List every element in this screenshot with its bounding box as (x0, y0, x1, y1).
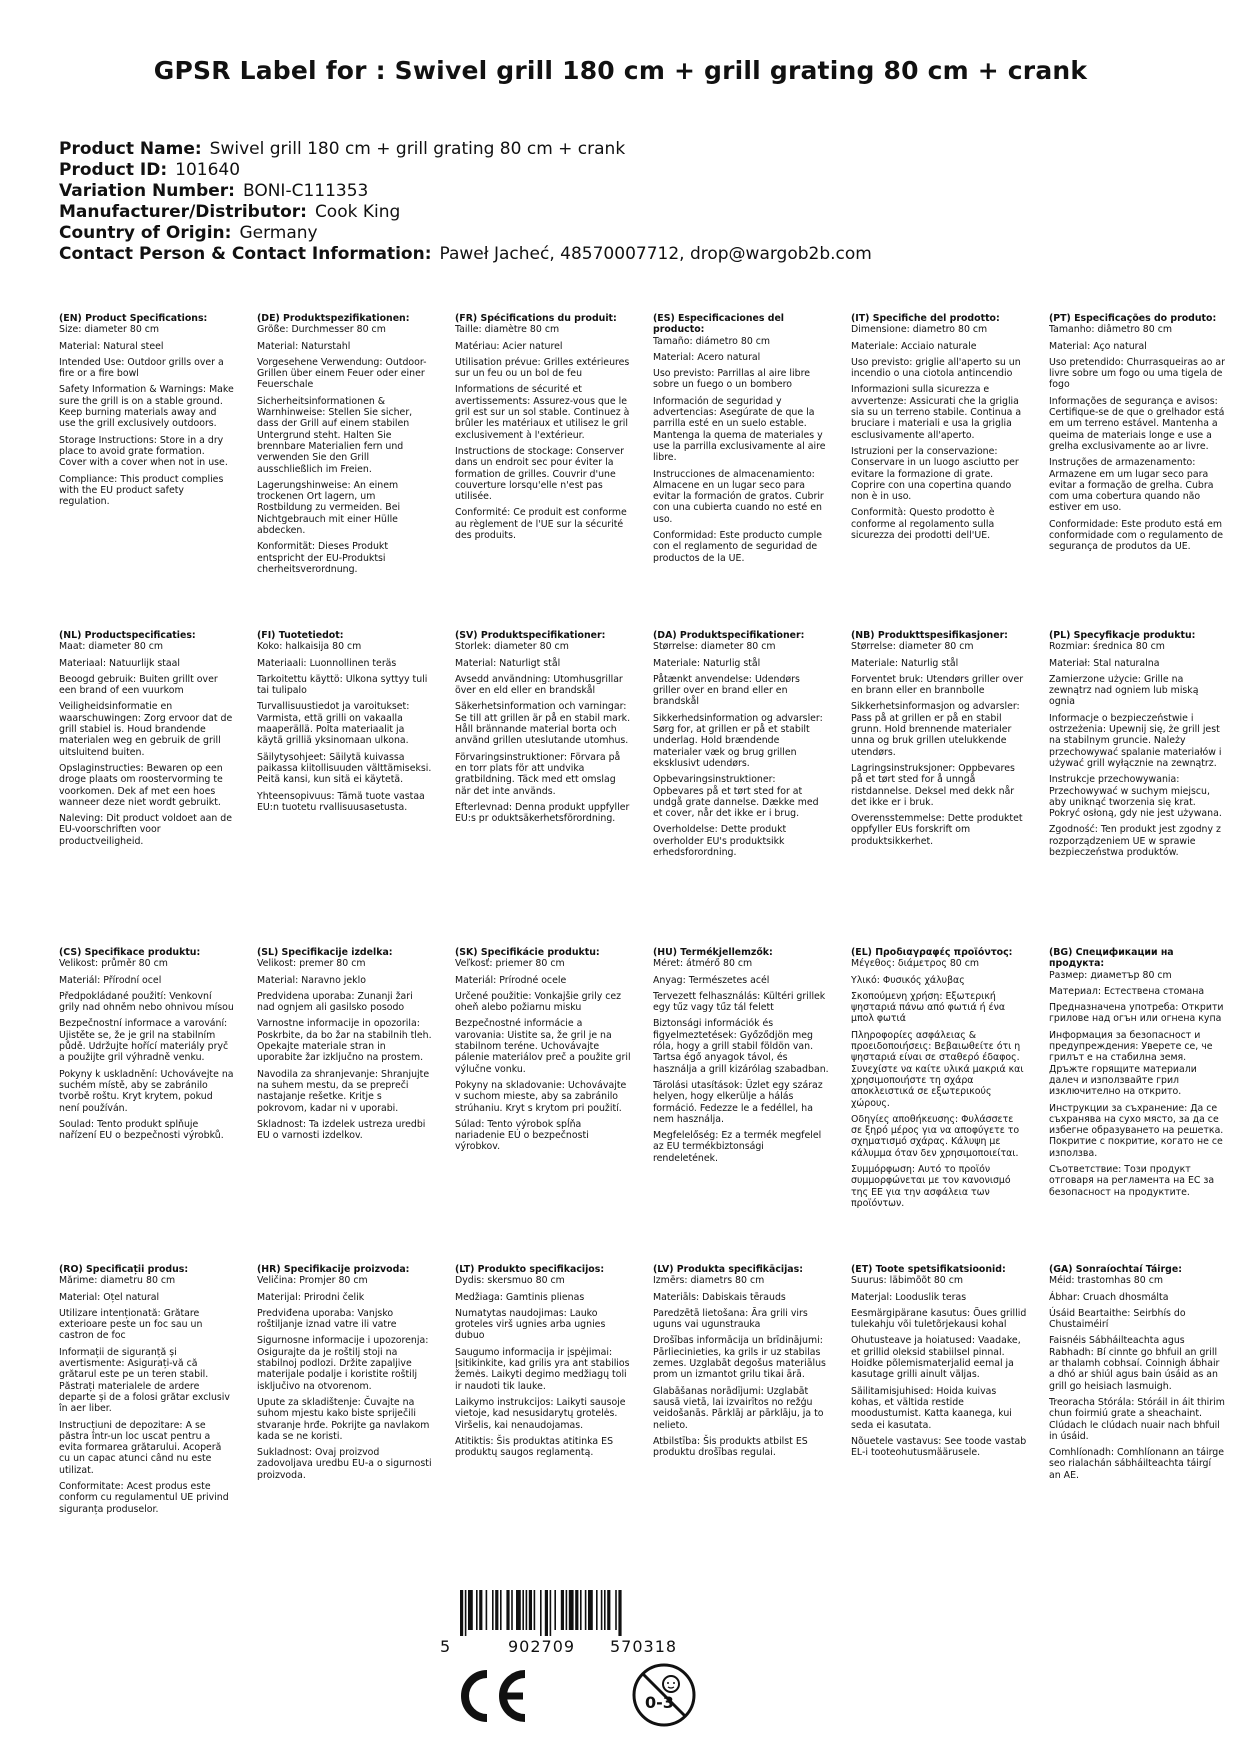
page-title: GPSR Label for : Swivel grill 180 cm + grill grating 80 cm + crank (153, 56, 1088, 85)
spec-card-paragraph: Informazioni sulla sicurezza e avvertenze: Assicurati che la griglia sia su un terreno stabile. Continua a bruciare i materiali e usa la griglia esclusivamente all'aperto. (851, 384, 1022, 441)
barcode-bar (534, 1590, 536, 1630)
info-label: Contact Person & Contact Information: (59, 244, 432, 264)
spec-card-paragraph: Bezpečnostné informácie a varovania: Uistite sa, že gril je na stabilnom teréne. Uchovávajte pálenie materiálov preč a použite gril výlučne vonku. (455, 1018, 631, 1075)
info-label: Product Name: (59, 139, 202, 159)
spec-card-paragraph: Información de seguridad y advertencias: Asegúrate de que la parrilla esté en un suelo estable. Mantenga la quema de materiales y use la parrilla exclusivamente al aire libre. (653, 395, 826, 464)
spec-card-paragraph: Tárolási utasítások: Üzlet egy száraz helyen, hogy elkerülje a hálás formáció. Fedezze le a fedéllel, ha nem használja. (653, 1079, 823, 1125)
spec-card-paragraph: Tervezett felhasználás: Kültéri grillek egy tűz vagy tűz tál felett (653, 990, 826, 1014)
spec-card-paragraph: Méret: átmérő 80 cm (653, 958, 753, 970)
spec-card-paragraph: Istruzioni per la conservazione: Conservare in un luogo asciutto per evitare la formazione di grate. Coprire con una copertina quando non è in uso. (851, 445, 1019, 503)
spec-card-paragraph: Conformitate: Acest produs este conform cu regulamentul UE privind siguranța produselor. (59, 1481, 229, 1515)
spec-card (455, 313, 653, 630)
spec-card (851, 1264, 1049, 1581)
spec-card-paragraph: Säilytysohjeet: Säilytä kuivassa paikassa kiitollisuuden välttämiseksi. Peitä kansi, kun sitä ei käytetä. (257, 751, 432, 786)
spec-card-paragraph: Förvaringsinstruktioner: Förvara på en torr plats för att undvika gratbildning. Täck med ett omslag när det inte används. (455, 751, 621, 797)
info-label: Variation Number: (59, 181, 235, 201)
barcode-bar (607, 1590, 610, 1630)
barcode-bar (495, 1590, 498, 1630)
spec-card-paragraph: Sikkerhetsinformasjon og advarsler: Pass på at grillen er på en stabil grunn. Hold brennende materialer unna og bruk grillen utelukkende utendørs. (851, 701, 1020, 758)
spec-card-paragraph: Ohutusteave ja hoiatused: Vaadake, et grillid oleksid stabiilsel pinnal. Hoidke põlemismaterjalid eemal ja kasutage grilli ainult väljas. (851, 1335, 1021, 1381)
spec-card-paragraph: Pokyny na skladovanie: Uchovávajte v suchom mieste, aby sa zabránilo strúhaniu. Kryt s krytom pri použití. (455, 1079, 627, 1114)
spec-card-paragraph: Nõuetele vastavus: See toode vastab EL-i tooteohutusmäärusele. (851, 1435, 1027, 1459)
info-value: Swivel grill 180 cm + grill grating 80 cm + crank (209, 139, 626, 159)
spec-card (59, 313, 257, 630)
spec-card-paragraph: Materiale: Naturlig stål (851, 657, 959, 669)
spec-card (257, 1264, 455, 1581)
spec-card-heading: (SV) Produktspecifikationer: (455, 630, 606, 641)
spec-card-paragraph: Instrucciones de almacenamiento: Almacene en un lugar seco para evitar la formación de gratos. Cubrir con una cubierta cuando no esté en uso. (653, 468, 824, 525)
spec-card-paragraph: Atitiktis: Šis produktas atitinka ES produktų saugos reglamentą. (455, 1435, 614, 1459)
spec-card-paragraph: Sicherheitsinformationen & Warnhinweise: Stellen Sie sicher, dass der Grill auf einem stabilen Untergrund steht. Halten Sie brennbare Materialien fern und verwenden Sie den Grill ausschließlich im Freien. (257, 395, 413, 475)
info-label: Product ID: (59, 160, 168, 180)
barcode-bar (569, 1590, 574, 1630)
spec-card-paragraph: Paredzētā lietošana: Āra grili virs uguns vai ugunstrauka (653, 1307, 808, 1331)
spec-card-paragraph: Predviđena uporaba: Vanjsko roštiljanje iznad vatre ili vatre (257, 1307, 397, 1331)
spec-card-paragraph: Safety Information & Warnings: Make sure the grill is on a stable ground. Keep burning materials away and use the grill exclusively outdoors. (59, 384, 234, 430)
spec-card-paragraph: Tamanho: diâmetro 80 cm (1049, 324, 1172, 336)
info-row (59, 244, 872, 265)
barcode-bar (465, 1590, 467, 1636)
spec-card-heading: (EN) Product Specifications: (59, 313, 208, 324)
spec-card (59, 1264, 257, 1581)
spec-card-paragraph: Инструкции за съхранение: Да се съхранява на сухо място, за да се избегне образуването на решетка. Покритие с покритие, когато не се използва. (1049, 1102, 1224, 1159)
barcode-bar (460, 1590, 463, 1636)
spec-card-paragraph: Soulad: Tento produkt splňuje nařízení EU o bezpečnosti výrobků. (59, 1118, 224, 1142)
spec-card-paragraph: Storlek: diameter 80 cm (455, 641, 569, 653)
spec-card (257, 630, 455, 947)
spec-card-paragraph: Compliance: This product complies with the EU product safety regulation. (59, 473, 224, 508)
spec-card-paragraph: Materiał: Stal naturalna (1049, 657, 1160, 669)
spec-card-paragraph: Οδηγίες αποθήκευσης: Φυλάσσετε σε ξηρό μέρος για να αποφύγετε το σχηματισμό σχάρας. Κάλυψη με κάλυμμα όταν δεν χρησιμοποιείται. (851, 1113, 1020, 1159)
info-value: Paweł Jacheć, 48570007712, drop@wargob2b.com (439, 244, 872, 264)
spec-card-paragraph: Material: Natural steel (59, 340, 164, 352)
spec-card-paragraph: Предназначена употреба: Открити грилове над огън или огнена купа (1049, 1002, 1224, 1025)
info-row (59, 223, 872, 244)
spec-card-paragraph: Taille: diamètre 80 cm (455, 324, 560, 336)
spec-card-paragraph: Materiale: Acciaio naturale (851, 340, 977, 352)
barcode-bar (588, 1590, 593, 1630)
spec-card-paragraph: Størrelse: diameter 80 cm (653, 641, 776, 653)
spec-card (1049, 630, 1241, 947)
spec-card (1049, 947, 1241, 1264)
barcode-bar (526, 1590, 528, 1630)
spec-card-paragraph: Uso pretendido: Churrasqueiras ao ar livre sobre um fogo ou uma tigela de fogo (1049, 356, 1225, 391)
spec-card (455, 947, 653, 1264)
spec-card-paragraph: Materiale: Naturlig stål (653, 657, 761, 669)
spec-card-paragraph: Velikost: průměr 80 cm (59, 958, 168, 970)
spec-card-paragraph: Treoracha Stórála: Stóráil in áit thirim chun foirmiú grate a sheachaint. Clúdach le clúdach nuair nach bhfuil in úsáid. (1049, 1396, 1225, 1442)
spec-card-paragraph: Material: Acero natural (653, 351, 761, 363)
barcode-first-digit: 5 (440, 1637, 451, 1656)
barcode-bar (468, 1590, 473, 1630)
spec-card-paragraph: Úsáid Beartaithe: Seirbhís do Chustaiméirí (1049, 1307, 1186, 1331)
spec-card-paragraph: Conformité: Ce produit est conforme au règlement de l'UE sur la sécurité des produits. (455, 507, 627, 542)
barcode-bar (529, 1590, 532, 1630)
spec-card-heading: (FR) Spécifications du produit: (455, 313, 617, 324)
barcode-bar (486, 1590, 488, 1630)
spec-card-heading: (LT) Produkto specifikacijos: (455, 1264, 605, 1275)
spec-card-paragraph: Size: diameter 80 cm (59, 324, 160, 336)
barcode-bar (545, 1590, 548, 1636)
spec-card-paragraph: Predvidena uporaba: Zunanji žari nad ognjem ali gasilsko posodo (257, 990, 413, 1014)
spec-card-paragraph: Koko: halkaisija 80 cm (257, 641, 362, 653)
spec-card-paragraph: Material: Naravno jeklo (257, 974, 366, 986)
spec-card-paragraph: Sigurnosne informacije i upozorenja: Osigurajte da je roštilj stoji na stabilnoj podlozi. Držite zapaljive materijale podalje i koristite roštilj isključivo na otvorenom. (257, 1335, 429, 1392)
spec-card-paragraph: Σκοπούμενη χρήση: Εξωτερική ψησταριά πάνω από φωτιά ή ένα μπολ φωτιά (851, 990, 1006, 1025)
spec-card-paragraph: Varnostne informacije in opozorila: Poskrbite, da bo žar na stabilnih tleh. Opekajte materiale stran in uporabite žar izključno na prostem. (257, 1018, 432, 1064)
spec-card-paragraph: Vorgesehene Verwendung: Outdoor-Grillen über einem Feuer oder einer Feuerschale (257, 356, 427, 391)
barcode-bar (554, 1590, 556, 1630)
spec-card-paragraph: Material: Naturstahl (257, 340, 351, 352)
spec-card-paragraph: Material: Naturligt stål (455, 657, 561, 669)
age-range-label: 0-3 (645, 1693, 674, 1712)
spec-card-paragraph: Faisnéis Sábháilteachta agus Rabhadh: Bí cinnte go bhfuil an grill ar thalamh cobhsaí. Coinnigh ábhair a dhó ar shiúl agus bain úsáid as an grill go heisiach lasmuigh. (1049, 1335, 1220, 1392)
barcode-left-digits: 902709 (508, 1637, 576, 1656)
spec-card-paragraph: Overensstemmelse: Dette produktet oppfyller EUs forskrift om produktsikkerhet. (851, 813, 1023, 847)
barcode-bar (511, 1590, 513, 1630)
spec-card (257, 947, 455, 1264)
info-value: 101640 (175, 160, 241, 180)
spec-card-paragraph: Zgodność: Ten produkt jest zgodny z rozporządzeniem UE w sprawie bezpieczeństwa produktów. (1049, 824, 1221, 859)
spec-card-paragraph: Maat: diameter 80 cm (59, 641, 164, 653)
spec-card-paragraph: Intended Use: Outdoor grills over a fire or a fire bowl (59, 356, 224, 380)
info-value: BONI-C111353 (242, 181, 369, 201)
spec-card-paragraph: Méid: trastomhas 80 cm (1049, 1275, 1164, 1287)
spec-card-paragraph: Medžiaga: Gamtinis plienas (455, 1291, 585, 1303)
spec-card-heading: (SL) Specifikacije izdelka: (257, 947, 393, 958)
spec-card-paragraph: Konformität: Dieses Produkt entspricht der EU-Produktsi cherheitsverordnung. (257, 541, 389, 575)
spec-card-paragraph: Efterlevnad: Denna produkt uppfyller EU:s pr oduktsäkerhetsförordning. (455, 801, 630, 825)
spec-card-paragraph: Materiál: Prírodné ocele (455, 974, 567, 986)
barcode-bar (575, 1590, 578, 1630)
spec-card-paragraph: Instructions de stockage: Conserver dans un endroit sec pour éviter la formation de grilles. Couvrir d'une couverture lorsqu'elle n'est pas utilisée. (455, 445, 624, 503)
info-row (59, 202, 872, 223)
spec-card-paragraph: Forventet bruk: Utendørs griller over en brann eller en brannbolle (851, 673, 1024, 697)
spec-card-heading: (CS) Specifikace produktu: (59, 947, 201, 958)
product-info (59, 139, 872, 265)
spec-card-paragraph: Utilizare intenționată: Grătare exterioare peste un foc sau un castron de foc (59, 1307, 203, 1342)
barcode-bars (440, 1590, 740, 1636)
spec-card-paragraph: Turvallisuustiedot ja varoitukset: Varmista, että grilli on vakaalla maaperällä. Polta materiaalit ja käytä grilliä yksinomaan ulkona. (257, 701, 410, 747)
spec-card-paragraph: Säilitamisjuhised: Hoida kuivas kohas, et vältida restide moodustumist. Katta kaanega, kui seda ei kasutata. (851, 1385, 1012, 1431)
spec-card-paragraph: Materiaal: Natuurlijk staal (59, 657, 181, 669)
spec-card-paragraph: Utilisation prévue: Grilles extérieures sur un feu ou un bol de feu (455, 356, 630, 380)
spec-card-paragraph: Biztonsági információk és figyelmeztetések: Győződjön meg róla, hogy a grill stabil földön van. Tartsa égő anyagok távol, és használja a grill kizárólag szabadban. (653, 1018, 829, 1075)
info-value: Germany (239, 223, 318, 243)
spec-card-paragraph: Lagringsinstruksjoner: Oppbevares på et tørt sted for å unngå ristdannelse. Deksel med dekk når det ikke er i bruk. (851, 762, 1015, 808)
spec-card-paragraph: Overholdelse: Dette produkt overholder EU's produktsikk erhedsforordning. (653, 824, 787, 859)
spec-card (1049, 313, 1241, 630)
spec-card-paragraph: Určené použitie: Vonkajšie grily cez oheň alebo požiarnu misku (455, 990, 622, 1014)
spec-card-paragraph: Informações de segurança e avisos: Certifique-se de que o grelhador está em um terreno estável. Mantenha a queima de materiais longe e use a grelha exclusivamente ao ar livre. (1049, 395, 1225, 452)
spec-card-heading: (LV) Produkta specifikācijas: (653, 1264, 803, 1275)
spec-card-paragraph: Suurus: läbimõõt 80 cm (851, 1275, 964, 1287)
spec-card-paragraph: Съответствие: Този продукт отговаря на регламента на ЕС за безопасност на продуктите. (1049, 1164, 1215, 1198)
spec-card-paragraph: Sukladnost: Ovaj proizvod zadovoljava uredbu EU-a o sigurnosti proizvoda. (257, 1447, 432, 1481)
spec-card-paragraph: Navodila za shranjevanje: Shranjujte na suhem mestu, da se prepreči nastajanje rešetke. Kritje s pokrovom, kadar ni v uporabi. (257, 1068, 430, 1114)
spec-card-paragraph: Dimensione: diametro 80 cm (851, 324, 988, 336)
spec-card-paragraph: Eesmärgipärane kasutus: Õues grillid tulekahju või tuletõrjekausi kohal (851, 1307, 1027, 1331)
spec-card-heading: (GA) Sonraíochtaí Táirge: (1049, 1264, 1182, 1275)
spec-card-heading: (BG) Спецификации на продукта: (1049, 947, 1174, 970)
barcode-bar (540, 1590, 542, 1636)
barcode-bar (561, 1590, 564, 1630)
spec-card-heading: (NB) Produkttspesifikasjoner: (851, 630, 1008, 641)
info-row (59, 181, 872, 202)
barcode-bar (604, 1590, 606, 1630)
spec-card-heading: (SK) Špecifikácie produktu: (455, 947, 600, 958)
barcode-bar (500, 1590, 502, 1630)
spec-card-paragraph: Größe: Durchmesser 80 cm (257, 324, 386, 336)
spec-card-paragraph: Velikost: premer 80 cm (257, 958, 366, 970)
spec-card-paragraph: Ábhar: Cruach dhosmálta (1049, 1291, 1169, 1303)
spec-card-paragraph: Matériau: Acier naturel (455, 340, 563, 352)
spec-card-heading: (FI) Tuotetiedot: (257, 630, 344, 641)
spec-card-paragraph: Skladnost: Ta izdelek ustreza uredbi EU o varnosti izdelkov. (257, 1118, 426, 1142)
spec-card-heading: (NL) Productspecificaties: (59, 630, 196, 641)
spec-card-heading: (PL) Specyfikacje produktu: (1049, 630, 1196, 641)
spec-card-paragraph: Comhlíonadh: Comhlíonann an táirge seo rialachán sábháilteachta táirgí an AE. (1049, 1447, 1224, 1481)
spec-card-paragraph: Conformidad: Este producto cumple con el reglamento de seguridad de productos de la UE. (653, 530, 823, 564)
info-row (59, 139, 872, 160)
spec-card-paragraph: Conformidade: Este produto está em conformidade com o regulamento de segurança de produtos da UE. (1049, 518, 1224, 553)
spec-card-paragraph: Material: Aço natural (1049, 340, 1147, 352)
spec-card-paragraph: Påtænkt anvendelse: Udendørs griller over en brand eller en brandskål (653, 673, 800, 708)
spec-card-paragraph: Informații de siguranță și avertismente: Asigurați-vă că grătarul este pe un teren stabil. Păstrați materialele de ardere departe și de a folosi grătar exclusiv în aer liber. (59, 1346, 230, 1415)
spec-card (455, 630, 653, 947)
spec-card-paragraph: Veličina: Promjer 80 cm (257, 1275, 368, 1287)
barcode-bar (566, 1590, 568, 1630)
spec-card-paragraph: Veiligheidsinformatie en waarschuwingen: Zorg ervoor dat de grill stabiel is. Houd brandende materialen weg en gebruik de grill uitsluitend buiten. (59, 701, 233, 758)
spec-card-paragraph: Numatytas naudojimas: Lauko groteles virš ugnies arba ugnies dubuo (455, 1307, 606, 1342)
spec-card (653, 313, 851, 630)
spec-card-paragraph: Dydis: skersmuo 80 cm (455, 1275, 565, 1287)
spec-card-paragraph: Instruções de armazenamento: Armazene em um lugar seco para evitar a formação de grelha. Cubra com uma cobertura quando não estiver em uso. (1049, 457, 1214, 514)
spec-card-paragraph: Συμμόρφωση: Αυτό το προϊόν συμμορφώνεται με τον κανονισμό της ΕΕ για την ασφάλεια των προϊόντων. (851, 1164, 1011, 1209)
spec-card-paragraph: Material: Oțel natural (59, 1291, 160, 1303)
spec-card-paragraph: Размер: диаметър 80 cm (1049, 969, 1172, 981)
barcode-right-digits: 570318 (610, 1637, 678, 1656)
spec-card-paragraph: Megfelelőség: Ez a termék megfelel az EU termékbiztonsági rendeletének. (653, 1130, 822, 1164)
spec-card-heading: (HU) Termékjellemzők: (653, 947, 773, 958)
spec-card-paragraph: Anyag: Természetes acél (653, 974, 770, 986)
spec-card-paragraph: Sikkerhedsinformation og advarsler: Sørg for, at grillen er på et stabilt underlag. Hold brændende materialer væk og brug grillen eksklusivt udendørs. (653, 712, 823, 769)
spec-card (59, 630, 257, 947)
spec-card-heading: (DA) Produktspecifikationer: (653, 630, 805, 641)
spec-card (59, 947, 257, 1264)
spec-card-paragraph: Materjal: Looduslik teras (851, 1291, 967, 1303)
spec-card-paragraph: Veľkosť: priemer 80 cm (455, 958, 565, 970)
barcode-bar (479, 1590, 482, 1630)
barcode-bar (516, 1590, 521, 1630)
spec-card-paragraph: Pokyny k uskladnění: Uchovávejte na suchém místě, aby se zabránilo tvorbě roštu. Kryt krytem, pokud není používán. (59, 1068, 234, 1114)
spec-card-paragraph: Storage Instructions: Store in a dry place to avoid grate formation. Cover with a cover when not in use. (59, 434, 228, 469)
barcode-bar (506, 1590, 509, 1630)
spec-card (851, 630, 1049, 947)
spec-card-paragraph: Materijal: Prirodni čelik (257, 1291, 365, 1303)
spec-card-paragraph: Naleving: Dit product voldoet aan de EU-voorschriften voor productveiligheid. (59, 813, 232, 847)
spec-card-paragraph: Lagerungshinweise: An einem trockenen Ort lagern, um Rostbildung zu vermeiden. Bei Nichtgebrauch mit einer Hülle abdecken. (257, 479, 401, 537)
barcode-bar (580, 1590, 582, 1630)
info-label: Country of Origin: (59, 223, 232, 243)
spec-card (455, 1264, 653, 1581)
spec-card (1049, 1264, 1241, 1581)
spec-card-paragraph: Yhteensopivuus: Tämä tuote vastaa EU:n tuotetu rvallisuusasetusta. (257, 790, 425, 813)
spec-card-paragraph: Säkerhetsinformation och varningar: Se till att grillen är på en stabil mark. Håll brännande material borta och använd grillen uteslutande utomhus. (455, 701, 631, 747)
spec-card (653, 630, 851, 947)
spec-card-paragraph: Υλικό: Φυσικός χάλυβας (851, 974, 965, 986)
spec-card-paragraph: Μέγεθος: διάμετρος 80 cm (851, 958, 980, 970)
spec-card-heading: (DE) Produktspezifikationen: (257, 313, 410, 324)
spec-card-heading: (EL) Προδιαγραφές προϊόντος: (851, 947, 1013, 958)
spec-card-paragraph: Předpokládané použití: Venkovní grily nad ohněm nebo ohnivou mísou (59, 990, 234, 1014)
info-value: Cook King (314, 202, 401, 222)
barcode-bar (476, 1590, 478, 1630)
spec-card-paragraph: Informations de sécurité et avertissements: Assurez-vous que le gril est sur un sol stable. Continuez à brûler les matériaux et utilisez le gril exclusivement à l'extérieur. (455, 384, 630, 441)
spec-card-paragraph: Tamaño: diámetro 80 cm (653, 335, 771, 347)
barcode-bar (601, 1590, 603, 1630)
info-row (59, 160, 872, 181)
spec-card-paragraph: Saugumo informacija ir įspėjimai: Įsitikinkite, kad grilis yra ant stabilios žemės. Laikyti degimo medžiagų toli ir naudoti tik lauke. (455, 1346, 630, 1392)
spec-card-paragraph: Materiál: Přírodní ocel (59, 974, 162, 986)
spec-card-paragraph: Conformità: Questo prodotto è conforme al regolamento sulla sicurezza dei prodotti dell'UE. (851, 507, 995, 542)
spec-card-paragraph: Rozmiar: średnica 80 cm (1049, 641, 1165, 653)
spec-card-paragraph: Πληροφορίες ασφάλειας & προειδοποιήσεις: Βεβαιωθείτε ότι η ψησταριά είναι σε σταθερό έδαφος. Συνεχίστε να καίτε υλικά μακριά και χρησιμοποιήστε τη σχάρα αποκλειστικά σε εξωτερικούς χώρους. (851, 1029, 1024, 1109)
barcode-bar (550, 1590, 552, 1636)
spec-card-heading: (PT) Especificações do produto: (1049, 313, 1217, 324)
spec-card (851, 313, 1049, 630)
spec-card-paragraph: Izmērs: diametrs 80 cm (653, 1275, 765, 1287)
spec-card-paragraph: Laikymo instrukcijos: Laikyti sausoje vietoje, kad nesusidarytų grotelės. Viršelis, kai nenaudojamas. (455, 1396, 626, 1431)
spec-card-paragraph: Avsedd användning: Utomhusgrillar över en eld eller en brandskål (455, 673, 623, 697)
spec-card-paragraph: Súlad: Tento výrobok spĺňa nariadenie EÚ o bezpečnosti výrobkov. (455, 1118, 589, 1153)
spec-card-paragraph: Uso previsto: Parrillas al aire libre sobre un fuego o un bombero (653, 368, 811, 391)
spec-card-paragraph: Uso previsto: griglie all'aperto su un incendio o una ciotola antincendio (851, 356, 1021, 380)
spec-card (653, 947, 851, 1264)
spec-card-paragraph: Информация за безопасност и предупреждения: Уверете се, че грилът е на стабилна земя. Дръжте горящите материали далеч и използвайте грил изключително на открито. (1049, 1029, 1213, 1098)
spec-card-paragraph: Størrelse: diameter 80 cm (851, 641, 974, 653)
spec-card-paragraph: Zamierzone użycie: Grille na zewnątrz nad ogniem lub miską ognia (1049, 673, 1199, 708)
age-warning-icon (631, 1662, 697, 1732)
spec-card-paragraph: Upute za skladištenje: Čuvajte na suhom mjestu kako biste spriječili stvaranje hrđe. Pokrijte ga navlakom kada se ne koristi. (257, 1396, 430, 1442)
barcode-bar (615, 1590, 617, 1630)
spec-card-heading: (IT) Specifiche del prodotto: (851, 313, 1000, 324)
spec-card-paragraph: Materiaali: Luonnollinen teräs (257, 657, 397, 669)
spec-card-paragraph: Opslaginstructies: Bewaren op een droge plaats om roostervorming te voorkomen. Dek af met een hoes wanneer deze niet wordt gebruikt. (59, 762, 223, 808)
spec-card-paragraph: Glabāšanas norādījumi: Uzglabāt sausā vietā, lai izvairītos no režģu veidošanās. Pārklāj ar pārklāju, ja to nelieto. (653, 1385, 824, 1431)
spec-card-heading: (ET) Toote spetsifikatsioonid: (851, 1264, 1006, 1275)
spec-card-paragraph: Atbilstība: Šis produkts atbilst ES produktu drošības regulai. (653, 1435, 808, 1459)
spec-card-paragraph: Beoogd gebruik: Buiten grillt over een brand of een vuurkom (59, 673, 218, 697)
spec-card-paragraph: Instrucțiuni de depozitare: A se păstra într-un loc uscat pentru a evita formarea grătarului. Acoperă cu un capac atunci când nu este utilizat. (59, 1419, 222, 1476)
info-label: Manufacturer/Distributor: (59, 202, 307, 222)
barcode-bar (492, 1590, 494, 1630)
language-spec-grid (59, 313, 1241, 1581)
spec-card-paragraph: Materiāls: Dabiskais tērauds (653, 1291, 786, 1303)
spec-card-paragraph: Bezpečnostní informace a varování: Ujistěte se, že je gril na stabilním půdě. Udržujte hořící materiály pryč a použijte gril výhradně venku. (59, 1018, 229, 1064)
spec-card-paragraph: Tarkoitettu käyttö: Ulkona syttyy tuli tai tulipalo (257, 673, 428, 697)
barcode-bar (596, 1590, 598, 1630)
spec-card-heading: (RO) Specificații produs: (59, 1264, 189, 1275)
spec-card-paragraph: Informacje o bezpieczeństwie i ostrzeżenia: Upewnij się, że grill jest na stabilnym gruncie. Należy przechowywać spalanie materiałów i używać grill wyłącznie na zewnątrz. (1049, 712, 1222, 769)
spec-card-paragraph: Mărime: diametru 80 cm (59, 1275, 176, 1287)
spec-card-heading: (ES) Especificaciones del producto: (653, 313, 785, 336)
spec-card-heading: (HR) Specifikacije proizvoda: (257, 1264, 410, 1275)
spec-card-paragraph: Instrukcje przechowywania: Przechowywać w suchym miejscu, aby uniknąć tworzenia się krat. Pokryć osłoną, gdy nie jest używana. (1049, 774, 1222, 820)
spec-card (851, 947, 1049, 1264)
spec-card (653, 1264, 851, 1581)
spec-card-paragraph: Drošības informācija un brīdinājumi: Pārliecinieties, ka grils ir uz stabilas zemes. Uzglabāt degošus materiālus prom un izmantot grilu tikai ārā. (653, 1335, 826, 1381)
barcode-bar (522, 1590, 524, 1630)
spec-card-paragraph: Материал: Естествена стомана (1049, 985, 1205, 997)
barcode-bar (585, 1590, 587, 1630)
barcode-bar (618, 1590, 621, 1636)
ce-mark-icon (455, 1668, 531, 1728)
spec-card (257, 313, 455, 630)
ean-barcode (440, 1590, 740, 1660)
spec-card-paragraph: Opbevaringsinstruktioner: Opbevares på et tørt sted for at undgå grate dannelse. Dække med et cover, når det ikke er i brug. (653, 774, 819, 820)
